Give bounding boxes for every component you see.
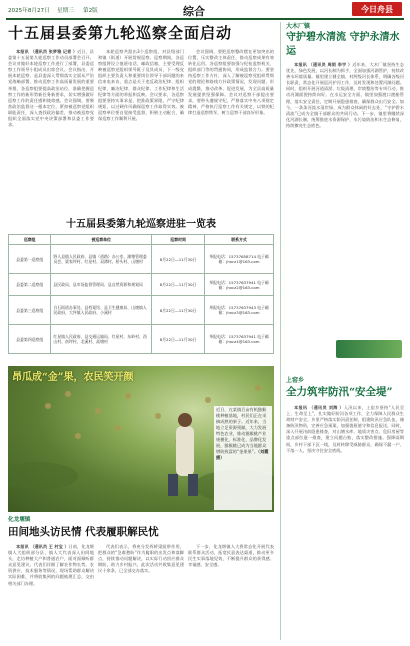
lead-column-1 xyxy=(8,49,94,209)
right-bottom-headline: 全力筑牢防汛“安全堤” xyxy=(286,386,393,398)
bottom-left-headline: 田间地头访民情 代表履职解民忧 xyxy=(8,526,159,538)
masthead-rule xyxy=(6,18,404,20)
table-row xyxy=(9,296,274,325)
table-cell-time: 8月22日—11月30日 xyxy=(152,274,205,296)
issue-weekday: 星期三 xyxy=(57,8,74,14)
table-cell-group: 县委第一巡察组 xyxy=(9,245,51,274)
lead-col2-text: 本轮巡察共派出3个巡察组，对县级部门和镇（街道）开展常规巡察。巡察期间，各巡察组将设立值班电话、邮政信箱，主要受理反映被巡察党组织领导班子及其成员、下一级党组织主要负责人和重要岗位领导干部问题的来信来电来访，重点是关于违反政治纪律、组织纪律、廉洁纪律、群众纪律、工作纪律和生活纪律等方面的举报和反映。会议要求，各巡察组要坚持实事求是，把准政策界限，严守纪律规矩，以过硬作风确保巡察工作取得实效。被巡察单位要自觉接受监督，积极主动配合，确保巡察工作顺利开展。 xyxy=(98,49,184,122)
photo-caption-text: 近日，在某镇百亩有机猕猴桃种植基地，村民们正在采摘成熟的果子。近年来，当地立足资源禀赋，大力发展特色农业，推动猕猴桃产业规模化、标准化、品牌化发展，猕猴桃已成为当地群众增收致富的“金果果”。 xyxy=(216,407,267,454)
lead-column-2 xyxy=(98,49,184,209)
table-header-cell: 被巡察单位 xyxy=(51,235,152,245)
table-row xyxy=(9,325,274,354)
lead-column-3 xyxy=(188,49,274,209)
logo-text: 今日舟县 xyxy=(361,4,393,14)
table-cell-time: 8月22日—11月30日 xyxy=(152,325,205,354)
table-row xyxy=(9,245,274,274)
right-top-byline: 本报讯 （通讯员 周雨 李宇 ） xyxy=(294,62,353,67)
right-bottom-kicker: 上窑乡 xyxy=(286,377,305,384)
photo-caption-box xyxy=(214,406,272,510)
table-header-row xyxy=(9,235,274,245)
bottom-left-column-3 xyxy=(188,544,274,642)
lead-byline: 本报讯 （通讯员 张梦雅 记者 ） xyxy=(16,49,78,54)
lead-col1-text: 近日，县委第十五届第九轮巡察工作动员部署会召开。会议对做好本轮巡察工作进行了部署，县委巡察工作领导小组成员出席会议。会议指出，开展本轮巡察，是县委深入贯彻落实全面从严治党战略部署、推动巡察工作高质量发展的重要举措。各巡察组要提高政治站位，准确把握巡察工作的新形势新任务新要求，切实增强做好巡察工作的责任感和使命感。会议强调，要聚焦政治监督这一根本定位，紧扣被巡察党组织职能责任，深入查找政治偏差，推动被巡察党组织全面落实党中央决策部署和县委工作要求。 xyxy=(8,49,94,128)
bottom-left-col2-text: 代表们表示，将充分发挥桥梁纽带作用，把群众的“急难愁盼”作为履职的出发点和落脚点，持续推动问题解决，以实际行动回应群众期盼，助力乡村振兴。此次活动共收集意见建议十余条，已全部交办落实。 xyxy=(98,544,184,574)
lead-col3-text: 会议强调，要把巡察整改摆在更加突出的位置，压实整改主体责任，推动巡察成果有效转化运用。各巡察组要加强与纪检监察机关、组织部门等的贯通协同，形成监督合力。要坚持巡察工作方针，深入了解被巡察党组织贯彻党的理论和路线方针政策情况，发现问题、形成震慑，推动改革、促进发展，为全县高质量发展提供坚强保障。会议对巡察干部提出要求，要带头遵规守纪，严格落实中央八项规定精神，严格执行巡察工作有关规定，以铁的纪律打造巡察铁军，树立巡察干部良好形象。 xyxy=(188,49,274,115)
right-bottom-text: 入汛以来，上窑乡坚持“人民至上、生命至上”，扎实做好防汛各项工作，全力保障人民群众生命财产安全。乡里严格落实防汛责任制，组建防汛应急队伍，储备防汛物资，完善应急预案，加强值班值守和信息报送。同时，深入开展汛前隐患排查，对山塘水库、地质灾害点、危旧房屋等重点部位逐一排查，建立问题台账，落实整改措施。强降雨期间，乡村干部下沉一线，及时转移受威胁群众，确保不漏一户、不落一人，坚决守住安全底线。 xyxy=(286,405,404,453)
bottom-left-article xyxy=(8,516,274,642)
section-title: 综合 xyxy=(183,5,205,18)
bottom-left-kicker: 化龙堰镇 xyxy=(8,517,31,523)
table-cell-group: 县委第三巡察组 xyxy=(9,296,51,325)
table-header-cell: 巡察组 xyxy=(9,235,51,245)
bottom-left-column-1 xyxy=(8,544,94,642)
table-cell-contact: 举报电话：15737658714 电子邮箱：jhxcz1@163.com xyxy=(205,245,274,274)
bottom-left-byline: 本报讯 （通讯员 王 村宝 ） xyxy=(16,544,69,549)
table-header-cell: 联系方式 xyxy=(205,235,274,245)
bottom-left-column-2 xyxy=(98,544,184,642)
issue-page: 第2版 xyxy=(83,8,98,14)
right-top-kicker: 大木厂镇 xyxy=(286,23,311,30)
lead-headline: 十五届县委第九轮巡察全面启动 xyxy=(8,24,233,42)
table-cell-unit: 县民政局、县市场监督管理局、县自然资源和规划局 xyxy=(51,274,152,296)
inspection-table xyxy=(8,234,274,354)
table-cell-time: 8月22日—11月30日 xyxy=(152,245,205,274)
right-top-headline: 守护碧水清流 守护永清水运 xyxy=(286,32,400,57)
right-bottom-article xyxy=(286,376,404,642)
table-row xyxy=(9,274,274,296)
table-cell-unit: 野人县镇人民政府、县镇（道路）办公室、湖塘管理委员会、梁家坪村、红星村、双潭村、桥头村、山塘村 xyxy=(51,245,152,274)
table-header-cell: 巡察时间 xyxy=(152,235,205,245)
photo-credit: （刘霞 摄） xyxy=(216,449,269,460)
table-cell-group: 县委第四巡察组 xyxy=(9,325,51,354)
table-cell-group: 县委第二巡察组 xyxy=(9,274,51,296)
right-top-inset-graphic xyxy=(336,340,402,358)
table-cell-contact: 举报电话：15737637941 电子邮箱：jhxcz4@163.com xyxy=(205,325,274,354)
table-title: 十五届县委第九轮巡察进驻一览表 xyxy=(66,219,216,230)
inspection-table-block xyxy=(8,218,274,360)
table-cell-unit: 红星镇人民政府、县交通运输局、红星村、东岭村、西山村、南坪村、北溪村、高塘村 xyxy=(51,325,152,354)
right-top-text: 近年来，大木厂镇坚持生态优先、绿色发展，以河长制为抓手，全面加强河湖管护，持续改善水环境质量。镇里建立健全镇、村两级河长体系，明确各级河长职责，常态化开展巡河护河工作，及时发现和处置河湖问题。同时，组织开展河道清淤、垃圾清理、岸坡整治等专项行动，推动河湖面貌持续向好。在水运安全方面，镇里加强渡口渡船管理，落实安全责任，定期开展隐患排查，确保群众出行安全。如今，一条条河流水清岸绿，成为群众休闲的好去处，“守护碧水清流”已成为全镇干部群众的共同行动。下一步，镇里将继续深化河湖长制，统筹推进水资源保护、水污染防治和水生态修复，持续擦亮生态底色。 xyxy=(286,62,404,128)
right-bottom-byline: 本报讯 （通讯员 刘海 ） xyxy=(294,405,344,410)
column-divider xyxy=(280,22,281,640)
lead-article xyxy=(8,21,274,213)
table-cell-contact: 举报电话：15737637941 电子邮箱：jhxcz2@163.com xyxy=(205,274,274,296)
photo-caption-title: 昂瓜成“金”果，农民笑开颜 xyxy=(12,372,134,383)
table-cell-time: 8月22日—11月30日 xyxy=(152,296,205,325)
bottom-left-col3-text: 下一步，化龙堰镇人大将常态化开展代表联系群众活动，拓宽民意表达渠道，推动更多民生实事落地见效，不断提升群众的获得感、幸福感、安全感。 xyxy=(188,544,274,568)
photo-caption xyxy=(214,406,272,510)
photo-feature xyxy=(8,366,274,512)
issue-date: 2025年8月27日 xyxy=(8,8,50,14)
newspaper-logo xyxy=(352,2,402,16)
table-cell-unit: 白石街道办事处、县档案馆、县卫生健康局、山塘镇人民政府、大坪镇人民政府、小溪村 xyxy=(51,296,152,325)
right-top-article xyxy=(286,22,404,362)
right-top-body xyxy=(286,62,404,352)
bottom-left-col1-text: 日前，化龙堰镇人大组织部分县、镇人大代表深入田间地头，走访种植大户和普通农户，面对面倾听群众意见建议。代表们详细了解农作物长势、农资供应、技术服务等情况，现场帮助群众解决实际困难，并将收集到的问题梳理汇总，交由相关部门办理。 xyxy=(8,544,94,586)
table-cell-contact: 举报电话：15737637943 电子邮箱：jhxcz3@163.com xyxy=(205,296,274,325)
right-bottom-body xyxy=(286,405,404,641)
